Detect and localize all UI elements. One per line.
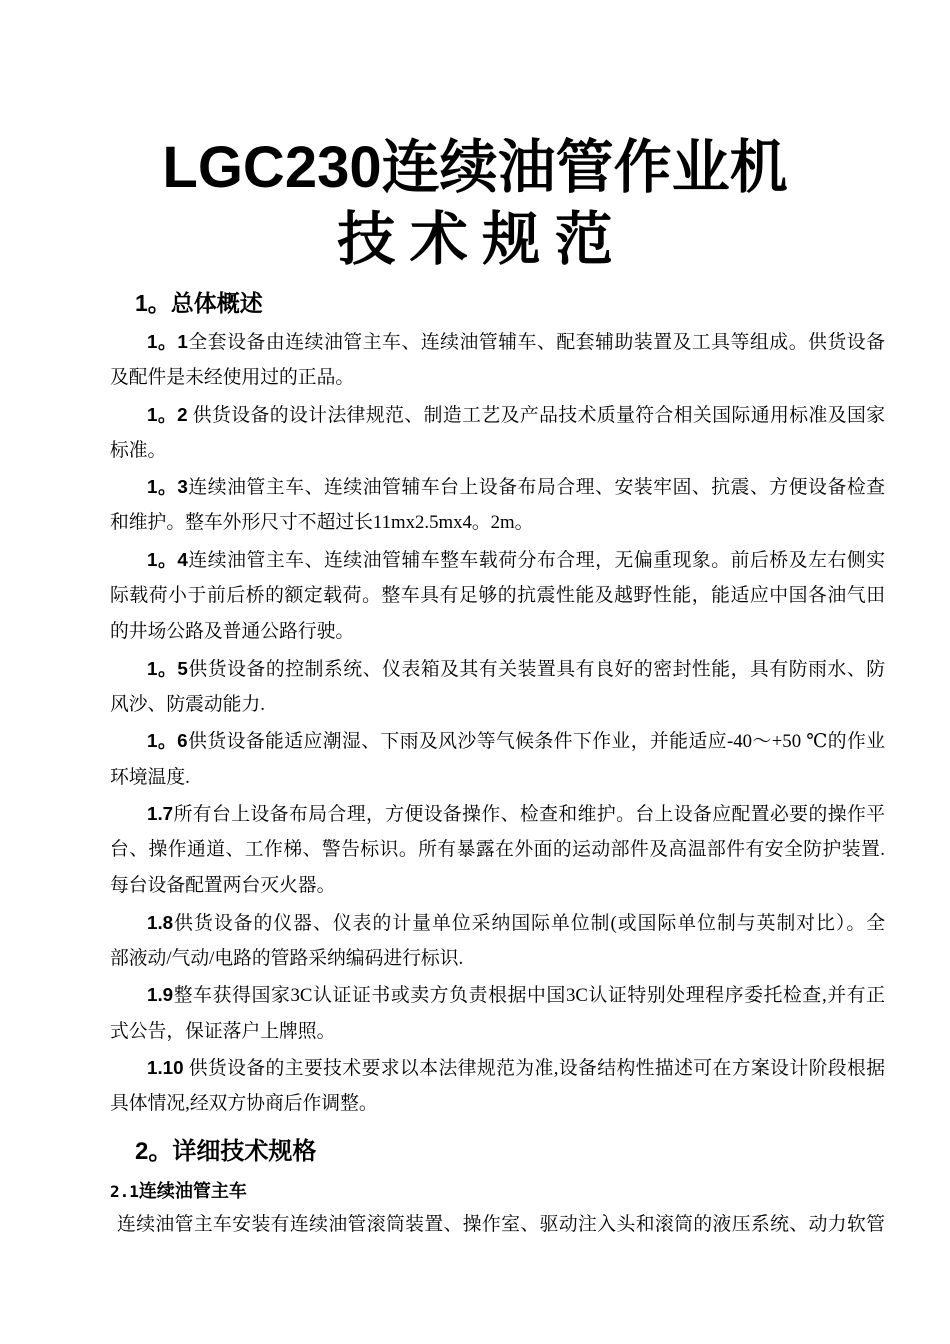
paragraph-text: 所有台上设备布局合理，方便设备操作、检查和维护。台上设备应配置必要的操作平 — [173, 803, 885, 825]
subsection-label: 连续油管主车 — [138, 1181, 247, 1201]
paragraph-line: 的井场公路及普通公路行驶。 — [110, 621, 355, 643]
paragraph-text: 供货设备的主要技术要求以本法律规范为准,设备结构性描述可在方案设计阶段根据 — [183, 1057, 885, 1079]
section-1-body — [110, 324, 885, 1123]
paragraph-text: 连续油管主车、连续油管辅车台上设备布局合理、安装牢固、抗震、方便设备检查 — [187, 477, 885, 499]
paragraph-line: 风沙、防震动能力. — [110, 693, 265, 715]
subsection-number: 2.1 — [110, 1182, 139, 1201]
paragraph-line: 及配件是未经使用过的正品。 — [110, 367, 355, 389]
paragraph-number: 1。6 — [147, 730, 188, 752]
paragraph-line: 环境温度. — [110, 766, 190, 788]
paragraph-line — [110, 723, 885, 759]
paragraph-line — [110, 324, 885, 360]
paragraph-number: 1。5 — [147, 657, 188, 679]
section-1-heading: 1。总体概述 — [135, 290, 263, 316]
paragraph-text: 供货设备的仪器、仪表的计量单位采纳国际单位制(或国际单位制与英制对比）。全 — [173, 912, 885, 934]
paragraph-line: 连续油管主车安装有连续油管滚筒装置、操作室、驱动注入头和滚筒的液压系统、动力软管 — [117, 1214, 885, 1235]
paragraph-number: 1。1 — [147, 331, 188, 352]
paragraph-line — [110, 796, 885, 832]
paragraph-text: 供货设备能适应潮湿、下雨及风沙等气候条件下作业，并能适应-40～+50 ℃的作业 — [187, 731, 885, 753]
paragraph-text: 全套设备由连续油管主车、连续油管辅车、配套辅助装置及工具等组成。供货设备 — [187, 332, 885, 353]
paragraph-line — [110, 977, 885, 1013]
section-2-heading: 2。详细技术规格 — [135, 1138, 317, 1165]
paragraph-line — [110, 397, 885, 433]
paragraph-number: 1。4 — [147, 548, 188, 570]
subsection-2-1-heading — [110, 1173, 247, 1210]
paragraph-text: 连续油管主车、连续油管辅车整车载荷分布合理，无偏重现象。前后桥及左右侧实 — [187, 549, 885, 571]
document-subtitle: 技 术 规 范 — [337, 207, 613, 272]
paragraph-text: 供货设备的设计法律规范、制造工艺及产品技术质量符合相关国际通用标准及国家 — [187, 404, 885, 426]
paragraph-text: 整车获得国家3C认证证书或卖方负责根据中国3C认证特别处理程序委托检查,并有正 — [173, 985, 885, 1007]
paragraph-text: 供货设备的控制系统、仪表箱及其有关装置具有良好的密封性能，具有防雨水、防 — [187, 658, 885, 680]
paragraph-line — [110, 651, 885, 687]
paragraph-number: 1。3 — [147, 476, 188, 498]
paragraph-line: 具体情况,经双方协商后作调整。 — [110, 1093, 378, 1115]
paragraph-number: 1.10 — [147, 1056, 184, 1078]
paragraph-line: 际载荷小于前后桥的额定载荷。整车具有足够的抗震性能及越野性能，能适应中国各油气田 — [110, 585, 885, 607]
paragraph-line: 式公告，保证落户上牌照。 — [110, 1020, 336, 1042]
paragraph-number: 1。2 — [147, 403, 188, 425]
paragraph-line — [110, 542, 885, 578]
paragraph-line: 台、操作通道、工作梯、警告标识。所有暴露在外面的运动部件及高温部件有安全防护装置. — [110, 839, 885, 861]
paragraph-line: 每台设备配置两台灭火器。 — [110, 875, 336, 897]
paragraph-line: 和维护。整车外形尺寸不超过长11mx2.5mx4。2m。 — [110, 512, 534, 534]
paragraph-number: 1.8 — [147, 911, 174, 933]
subsection-2-1-body — [110, 1207, 885, 1243]
paragraph-line — [110, 905, 885, 941]
document-title: LGC230连续油管作业机 — [162, 135, 788, 200]
paragraph-line — [110, 469, 885, 505]
paragraph-line — [110, 1050, 885, 1086]
paragraph-number: 1.9 — [147, 984, 174, 1006]
paragraph-line: 部液动/气动/电路的管路采纳编码进行标识. — [110, 948, 464, 970]
paragraph-number: 1.7 — [147, 802, 174, 824]
paragraph-line: 标准。 — [110, 439, 167, 461]
